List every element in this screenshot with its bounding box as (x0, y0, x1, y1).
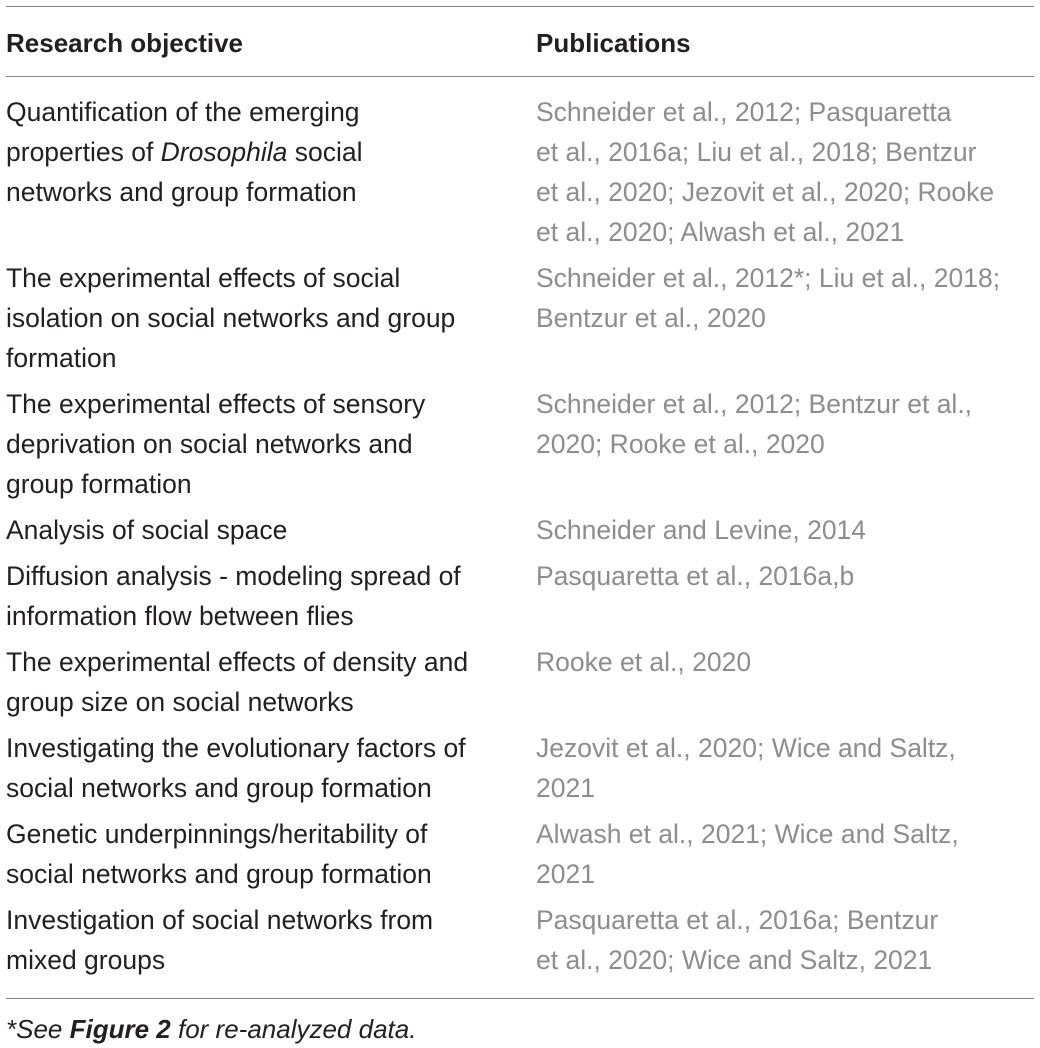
table-footnote (6, 1013, 1034, 1045)
publications-cell: Jezovit et al., 2020; Wice and Saltz, 2021 (536, 733, 956, 803)
table-body (6, 77, 1034, 998)
figure-reference-link[interactable]: Figure 2 (69, 1014, 171, 1044)
publications-cell: Schneider and Levine, 2014 (536, 515, 867, 545)
table-row (6, 556, 1034, 642)
table-row (6, 92, 1034, 258)
objective-cell: The experimental effects of sensory deprivation on social networks and group formation (6, 389, 426, 499)
table-header (6, 7, 1034, 76)
table-row (6, 728, 1034, 814)
table-row (6, 258, 1034, 384)
table-row (6, 384, 1034, 510)
footnote-suffix: for re-analyzed data. (170, 1014, 417, 1044)
publications-cell: Alwash et al., 2021; Wice and Saltz, 2021 (536, 819, 959, 889)
table-row (6, 900, 1034, 986)
objective-cell: Investigation of social networks from mixed groups (6, 905, 434, 975)
header-publications: Publications (536, 27, 691, 58)
publications-cell: Schneider et al., 2012*; Liu et al., 2018; Bentzur et al., 2020 (536, 263, 1001, 333)
footnote-prefix: *See (6, 1014, 70, 1044)
objective-cell: Genetic underpinnings/heritability of social networks and group formation (6, 819, 432, 889)
research-table (6, 0, 1034, 1045)
table-row (6, 814, 1034, 900)
objective-cell: The experimental effects of social isolation on social networks and group formation (6, 263, 456, 373)
objective-cell: Analysis of social space (6, 515, 288, 545)
table-bottom-rule (6, 998, 1034, 999)
table-row (6, 510, 1034, 556)
publications-cell: Schneider et al., 2012; Pasquaretta et al., 2016a; Liu et al., 2018; Bentzur et al., 2020; Jezovit et al., 2020; Rooke et al., 2020; Alwash et al., 2021 (536, 97, 995, 247)
objective-cell: The experimental effects of density and group size on social networks (6, 647, 469, 717)
species-name: Drosophila (160, 137, 288, 167)
header-research-objective: Research objective (6, 27, 244, 58)
objective-cell: Investigating the evolutionary factors of social networks and group formation (6, 733, 466, 803)
objective-cell: Quantification of the emerging properties of Drosophila social networks and group formation (6, 97, 363, 207)
publications-cell: Pasquaretta et al., 2016a,b (536, 561, 855, 591)
table-row (6, 642, 1034, 728)
objective-cell: Diffusion analysis - modeling spread of information flow between flies (6, 561, 461, 631)
publications-cell: Schneider et al., 2012; Bentzur et al., 2020; Rooke et al., 2020 (536, 389, 973, 459)
publications-cell: Rooke et al., 2020 (536, 647, 752, 677)
publications-cell: Pasquaretta et al., 2016a; Bentzur et al., 2020; Wice and Saltz, 2021 (536, 905, 939, 975)
